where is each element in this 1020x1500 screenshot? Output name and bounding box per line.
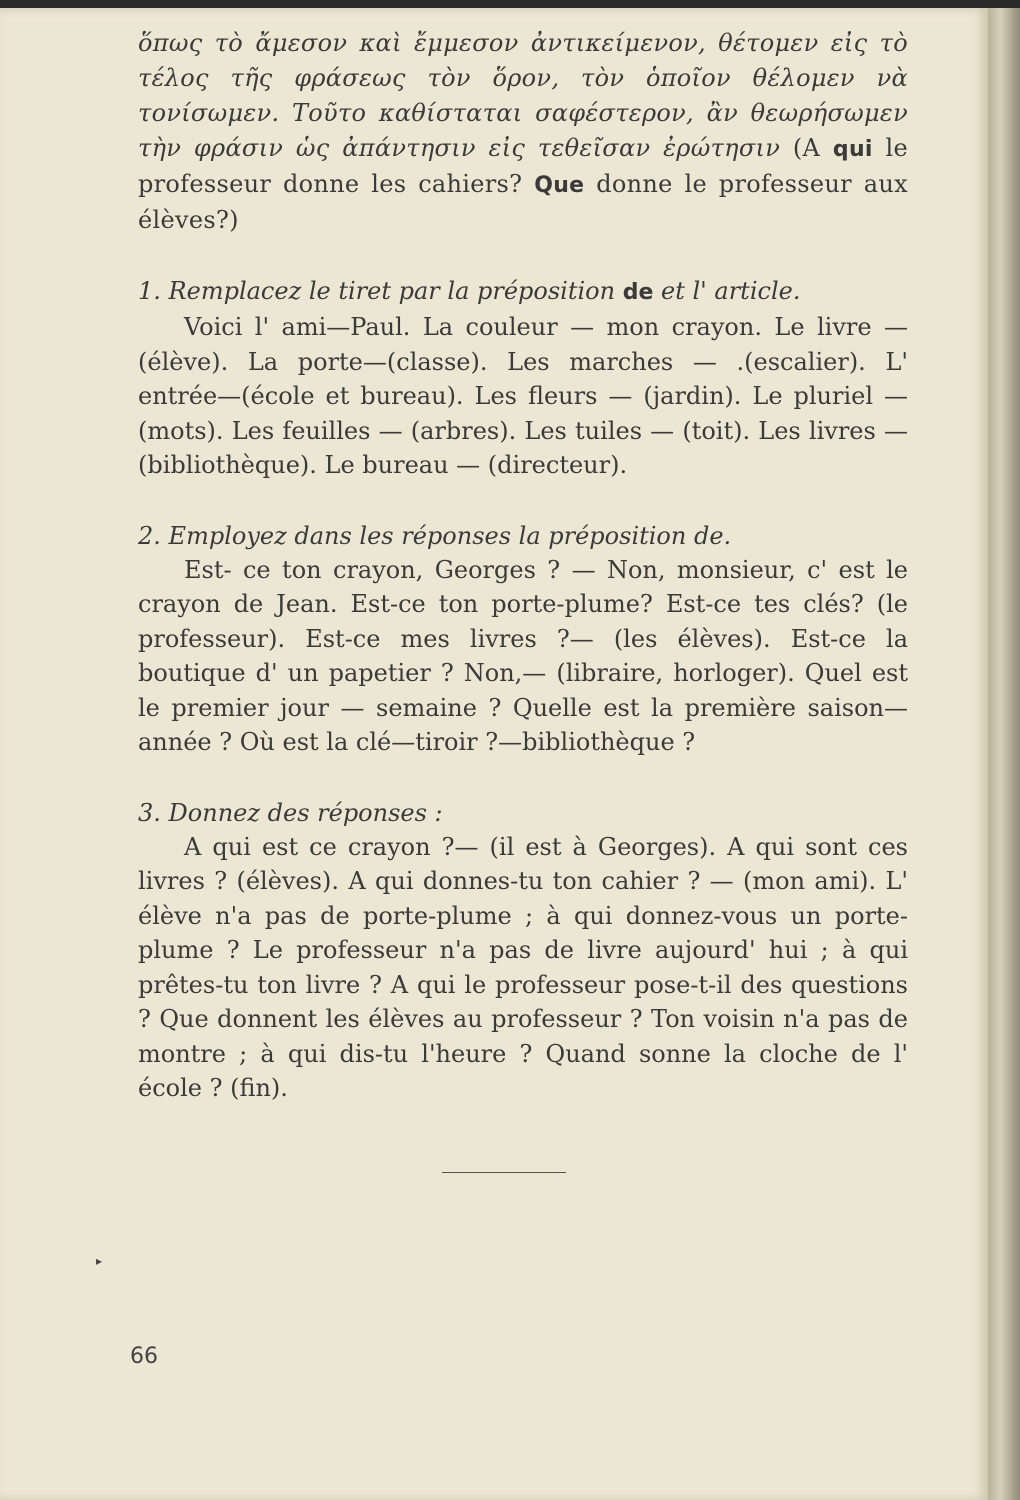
- exercise-1-number: 1.: [138, 277, 161, 305]
- bold-que: Que: [534, 173, 585, 198]
- section-divider: [442, 1172, 566, 1173]
- exercise-1-body: Voici l' ami—Paul. La couleur — mon crayon. Le livre — (élève). La porte—(classe). Les marches — .(escalier). L' entrée—(école et bureau). Les fleurs — (jardin). Le pluriel — (mots). Les feuilles — (arbres). Les tuiles — (toit). Les livres — (bibliothèque). Le bureau — (directeur).: [138, 313, 908, 479]
- book-binding-edge: [988, 8, 1020, 1500]
- exercise-1-heading: 1. Remplacez le tiret par la préposition de et l' article.: [138, 277, 801, 305]
- page-top-edge: [0, 0, 1020, 8]
- exercise-3-body: A qui est ce crayon ?— (il est à Georges). A qui sont ces livres ? (élèves). A qui donnes-tu ton cahier ? — (mon ami). L' élève n'a pas de porte-plume ; à qui donnez-vous un porte-plume ? Le professeur n'a pas de livre aujourd' hui ; à qui prêtes-tu ton livre ? A qui le professeur pose-t-il des questions ? Que donnent les élèves au professeur ? Ton voisin n'a pas de montre ; à qui dis-tu l'heure ? Quand sonne la cloche de l' école ? (fin).: [138, 832, 908, 1102]
- exercise-3-title: Donnez des réponses :: [168, 798, 443, 827]
- intro-greek-text: ὅπως τὸ ἄμεσον καὶ ἔμμεσον ἀντικείμενον, θέτομεν εἰς τὸ τέλος τῆς φράσεως τὸν ὅρον, τὸν ὁποῖον θέλομεν νὰ τονίσωμεν. Τοῦτο καθίσταται σαφέστερον, ἂν θεωρήσωμεν τὴν φράσιν ὡς ἀπάντησιν εἰς τεθεῖσαν ἐρώτησιν: [138, 29, 908, 162]
- intro-paragraph: [138, 26, 908, 238]
- exercise-2-body: Est- ce ton crayon, Georges ? — Non, monsieur, c' est le crayon de Jean. Est-ce ton porte-plume? Est-ce tes clés? (le professeur). Est-ce mes livres ?— (les élèves). Est-ce la boutique d' un papetier ? Non,— (libraire, horloger). Quel est le premier jour — semaine ? Quelle est la première saison—année ? Où est la clé—tiroir ?—bibliothèque ?: [138, 555, 908, 756]
- exercise-2-number: 2.: [138, 521, 161, 550]
- page-text: [138, 26, 908, 1106]
- bold-qui: qui: [832, 137, 873, 162]
- exercise-2-title: Employez dans les réponses la préposition de.: [168, 521, 732, 550]
- bold-de: de: [622, 280, 654, 305]
- intro-example-a: (A qui le professeur donne les cahiers? Que donne le professeur aux élèves?): [138, 134, 908, 234]
- exercise-3-number: 3.: [138, 798, 161, 827]
- page-number: 66: [130, 1344, 158, 1369]
- exercise-2-heading: [138, 519, 908, 553]
- exercise-3-heading: [138, 796, 908, 830]
- margin-mark: ▸: [96, 1254, 103, 1268]
- book-page: [0, 8, 988, 1500]
